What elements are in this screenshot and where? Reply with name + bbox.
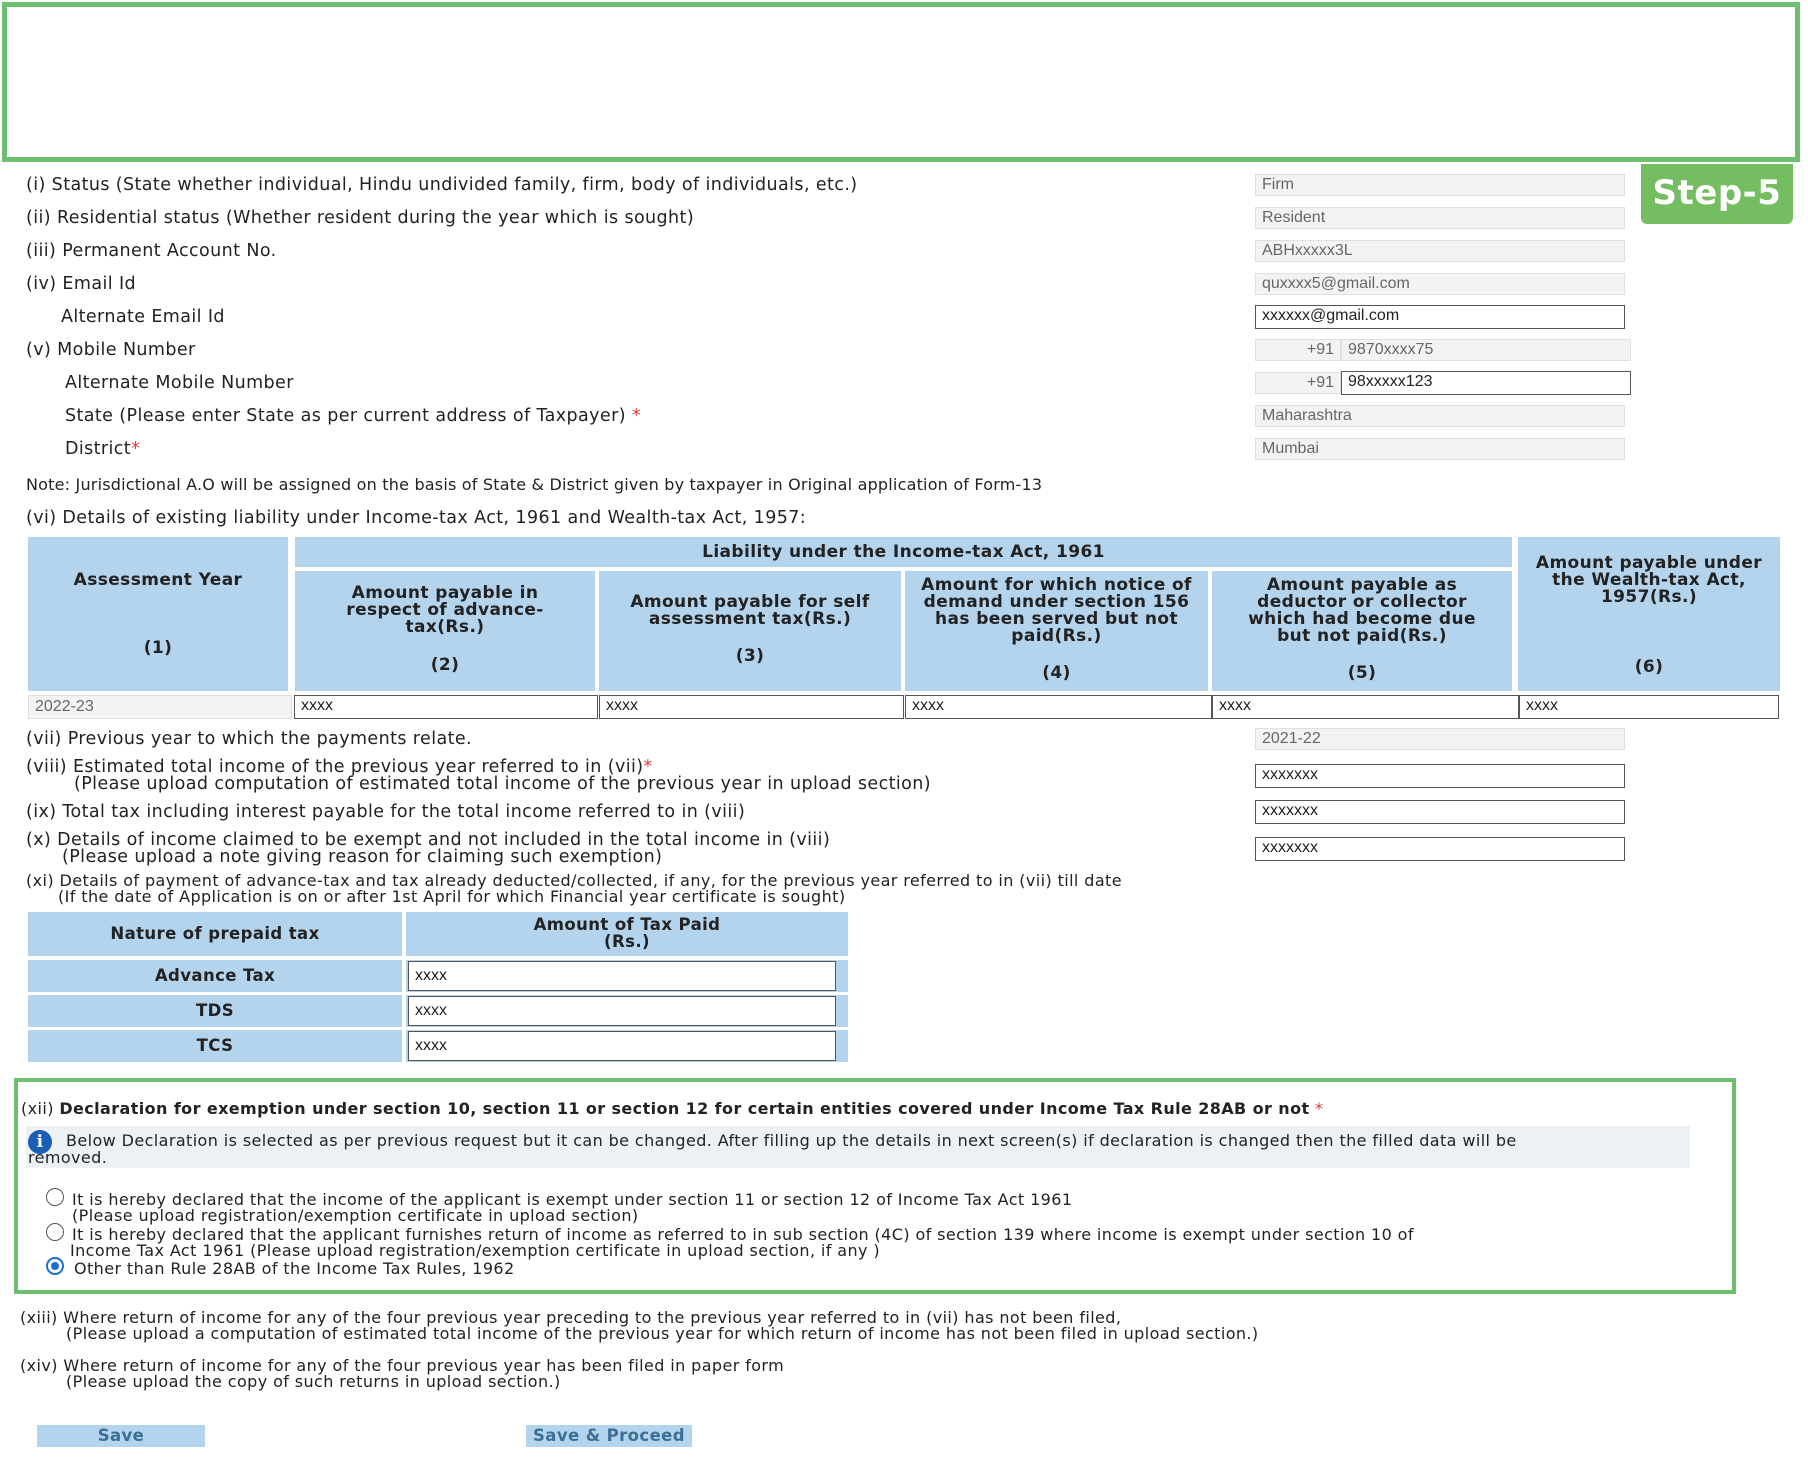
col-deductor <box>1212 571 1512 691</box>
prepaid-row-advance-tax: Advance Tax <box>28 960 402 992</box>
status-label: (i) Status (State whether individual, Hindu undivided family, firm, body of individuals, etc.) <box>26 175 858 195</box>
residential-status-label: (ii) Residential status (Whether resident during the year which is sought) <box>26 208 695 228</box>
liability-group-header: Liability under the Income-tax Act, 1961 <box>295 537 1512 567</box>
alt-mobile-label: Alternate Mobile Number <box>65 373 294 393</box>
tds-input[interactable]: xxxx <box>408 996 836 1026</box>
estimated-income-input[interactable]: xxxxxxx <box>1255 764 1625 788</box>
col-demand-notice <box>905 571 1208 691</box>
email-field: quxxxx5@gmail.com <box>1255 273 1625 295</box>
row-self-assessment-input[interactable]: xxxx <box>599 695 904 719</box>
xiii-sub: (Please upload a computation of estimated total income of the previous year for which return of income has not been filed in upload section.) <box>66 1324 1259 1343</box>
declaration-option-2-sub: Income Tax Act 1961 (Please upload registration/exemption certificate in upload section, if any ) <box>70 1241 881 1260</box>
mobile-label: (v) Mobile Number <box>26 340 196 360</box>
total-tax-label: (ix) Total tax including interest payable for the total income referred to in (viii) <box>26 802 746 822</box>
prepaid-col-amount <box>406 912 848 956</box>
prepaid-row-tds: TDS <box>28 995 402 1027</box>
declaration-info-text: Below Declaration is selected as per previous request but it can be changed. After filling up the details in next screen(s) if declaration is changed then the filled data will be <box>66 1131 1517 1150</box>
liability-heading: (vi) Details of existing liability under Income-tax Act, 1961 and Wealth-tax Act, 1957: <box>26 508 807 528</box>
col-6-num: (6) <box>1634 657 1664 677</box>
declaration-option-2-text: It is hereby declared that the applicant furnishes return of income as referred to in sub section (4C) of section 139 where income is exempt under section 10 of <box>72 1225 1414 1244</box>
col-1-num: (1) <box>143 638 173 658</box>
prepaid-col-nature: Nature of prepaid tax <box>28 912 402 956</box>
declaration-option-1-radio[interactable] <box>46 1188 64 1206</box>
state-label: State (Please enter State as per current address of Taxpayer) * <box>65 406 642 426</box>
previous-year-label: (vii) Previous year to which the payments relate. <box>26 729 472 749</box>
xiii-label: (xiii) Where return of income for any of the four previous year preceding to the previous year referred to in (vii) has not been filed, <box>20 1308 1122 1327</box>
mobile-field: 9870xxxx75 <box>1341 339 1631 361</box>
declaration-title: (xii) Declaration for exemption under section 10, section 11 or section 12 for certain entities covered under Income Tax Rule 28AB or not * <box>21 1099 1324 1118</box>
mobile-country-code: +91 <box>1255 339 1341 361</box>
declaration-option-1-sub: (Please upload registration/exemption certificate in upload section) <box>72 1206 639 1225</box>
col-1-label: Assessment Year <box>73 570 243 590</box>
col-3-num: (3) <box>735 646 765 666</box>
col-assessment-year <box>28 537 288 691</box>
save-button[interactable]: Save <box>37 1425 205 1447</box>
row-wealth-tax-input[interactable]: xxxx <box>1519 695 1779 719</box>
estimated-income-sub: (Please upload computation of estimated total income of the previous year in upload section) <box>74 774 931 794</box>
alt-email-input[interactable]: xxxxxx@gmail.com <box>1255 305 1625 329</box>
prepaid-col-amount-label: Amount of Tax Paid <box>533 915 721 934</box>
alt-mobile-input[interactable]: 98xxxxx123 <box>1341 371 1631 395</box>
declaration-info-text-2: removed. <box>28 1148 108 1167</box>
prepaid-row-tcs: TCS <box>28 1030 402 1062</box>
row-assessment-year: 2022-23 <box>28 695 292 719</box>
status-field: Firm <box>1255 174 1625 196</box>
col-wealth-tax <box>1518 537 1780 691</box>
district-label: District* <box>65 439 141 459</box>
previous-year-field: 2021-22 <box>1255 728 1625 750</box>
col-2-num: (2) <box>430 655 460 675</box>
pan-field: ABHxxxxx3L <box>1255 240 1625 262</box>
tcs-input[interactable]: xxxx <box>408 1031 836 1061</box>
col-5-num: (5) <box>1347 663 1377 683</box>
district-field: Mumbai <box>1255 438 1625 460</box>
prepaid-label: (xi) Details of payment of advance-tax and tax already deducted/collected, if any, for the previous year referred to in (vii) till date <box>26 871 1122 890</box>
save-proceed-button[interactable]: Save & Proceed <box>526 1425 692 1447</box>
row-deductor-input[interactable]: xxxx <box>1212 695 1519 719</box>
declaration-option-2-radio[interactable] <box>46 1223 64 1241</box>
alt-email-label: Alternate Email Id <box>61 307 225 327</box>
exempt-income-sub: (Please upload a note giving reason for claiming such exemption) <box>62 847 663 867</box>
declaration-option-3-radio[interactable] <box>46 1257 64 1275</box>
exempt-income-label: (x) Details of income claimed to be exempt and not included in the total income in (viii) <box>26 830 831 850</box>
alt-mobile-country-code: +91 <box>1255 372 1341 394</box>
prepaid-sub: (If the date of Application is on or after 1st April for which Financial year certificate is sought) <box>58 887 846 906</box>
col-5-label: Amount payable as deductor or collector which had become due but not paid(Rs.) <box>1248 575 1476 646</box>
declaration-option-3-text: Other than Rule 28AB of the Income Tax Rules, 1962 <box>74 1259 515 1278</box>
residential-status-field: Resident <box>1255 207 1625 229</box>
estimated-income-label: (viii) Estimated total income of the previous year referred to in (vii)* <box>26 757 653 777</box>
col-3-label: Amount payable for self assessment tax(Rs.) <box>630 592 870 629</box>
xiv-label: (xiv) Where return of income for any of the four previous year has been filed in paper form <box>20 1356 785 1375</box>
info-icon: i <box>28 1130 52 1154</box>
advance-tax-input[interactable]: xxxx <box>408 961 836 991</box>
col-6-label: Amount payable under the Wealth-tax Act, 1957(Rs.) <box>1535 553 1763 607</box>
jurisdiction-note: Note: Jurisdictional A.O will be assigned on the basis of State & District given by taxpayer in Original application of Form-13 <box>26 475 1043 494</box>
col-advance-tax <box>295 571 595 691</box>
email-label: (iv) Email Id <box>26 274 137 294</box>
row-advance-tax-input[interactable]: xxxx <box>294 695 598 719</box>
pan-label: (iii) Permanent Account No. <box>26 241 277 261</box>
step-badge: Step-5 <box>1641 164 1793 224</box>
col-4-label: Amount for which notice of demand under section 156 has been served but not paid(Rs.) <box>921 575 1192 646</box>
col-4-num: (4) <box>1042 663 1071 683</box>
col-2-label: Amount payable in respect of advance-tax(Rs.) <box>346 583 544 637</box>
xiv-sub: (Please upload the copy of such returns in upload section.) <box>66 1372 561 1391</box>
prepaid-col-amount-unit: (Rs.) <box>604 932 650 951</box>
declaration-option-1-text: It is hereby declared that the income of the applicant is exempt under section 11 or section 12 of Income Tax Act 1961 <box>72 1190 1073 1209</box>
highlight-box-top <box>2 2 1800 162</box>
exempt-income-input[interactable]: xxxxxxx <box>1255 837 1625 861</box>
total-tax-input[interactable]: xxxxxxx <box>1255 800 1625 824</box>
row-demand-notice-input[interactable]: xxxx <box>905 695 1212 719</box>
col-self-assessment <box>599 571 901 691</box>
state-field: Maharashtra <box>1255 405 1625 427</box>
